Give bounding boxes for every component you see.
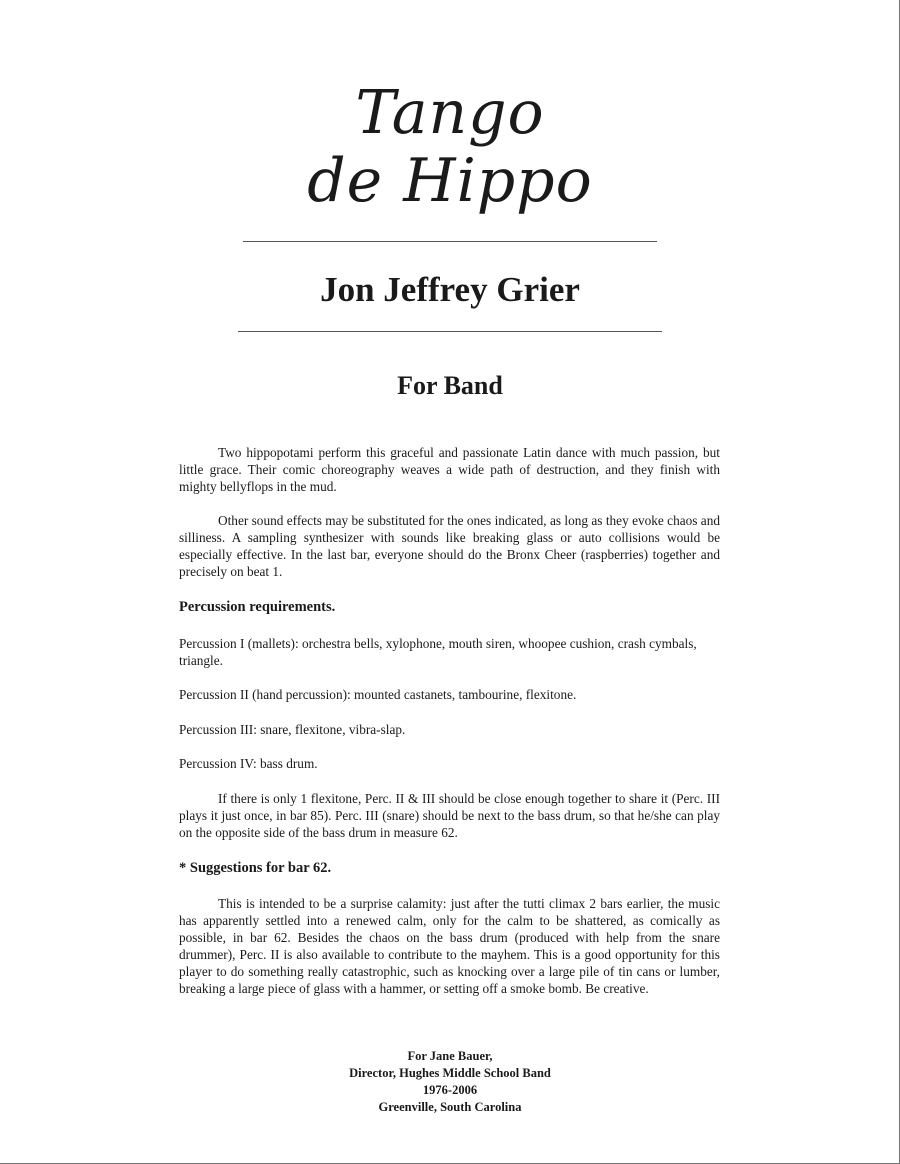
percussion-item-1: Percussion I (mallets): orchestra bells, xylophone, mouth siren, whoopee cushion, crash cymbals, triangle.	[179, 636, 697, 668]
suggestions-heading: * Suggestions for bar 62.	[179, 860, 332, 876]
title-line-1: Tango	[355, 78, 545, 148]
percussion-item-4: Percussion IV: bass drum.	[179, 756, 318, 771]
percussion-item-2: Percussion II (hand percussion): mounted castanets, tambourine, flexitone.	[179, 687, 577, 702]
composer-name: Jon Jeffrey Grier	[320, 270, 580, 309]
title-line-2: de Hippo	[307, 146, 593, 216]
dedication-line: 1976-2006	[422, 1083, 478, 1097]
dedication-block	[0, 1048, 900, 1116]
percussion-heading: Percussion requirements.	[179, 599, 336, 615]
dedication-line: Director, Hughes Middle School Band	[349, 1066, 551, 1080]
divider-bottom	[238, 331, 662, 332]
subtitle: For Band	[397, 371, 503, 400]
suggestions-paragraph: This is intended to be a surprise calamity: just after the tutti climax 2 bars earlier, the music has apparently settled into a renewed calm, only for the calm to be shattered, as comically as possible, in bar 62. Besides the chaos on the bass drum (produced with help from the snare drummer), Perc. II is also available to contribute to the mayhem. This is a good opportunity for this player to do something really catastrophic, such as knocking over a large pile of tin cans or lumber, breaking a large piece of glass with a hammer, or setting off a smoke bomb. Be creative.	[179, 896, 720, 996]
dedication-line: Greenville, South Carolina	[378, 1100, 522, 1114]
intro-paragraph-2: Other sound effects may be substituted for the ones indicated, as long as they evoke chaos and silliness. A sampling synthesizer with sounds like breaking glass or auto collisions would be especially effective. In the last bar, everyone should do the Bronx Cheer (raspberries) together and precisely on beat 1.	[179, 513, 720, 579]
percussion-item-3: Percussion III: snare, flexitone, vibra-slap.	[179, 722, 406, 737]
flexitone-note: If there is only 1 flexitone, Perc. II & III should be close enough together to share it (Perc. III plays it just once, in bar 85). Perc. III (snare) should be next to the bass drum, so that he/she can play on the opposite side of the bass drum in measure 62.	[179, 791, 720, 840]
dedication-line: For Jane Bauer,	[407, 1049, 493, 1063]
intro-paragraph-1: Two hippopotami perform this graceful and passionate Latin dance with much passion, but little grace. Their comic choreography weaves a wide path of destruction, and they finish with mighty bellyflops in the mud.	[179, 445, 720, 494]
divider-top	[243, 241, 657, 242]
